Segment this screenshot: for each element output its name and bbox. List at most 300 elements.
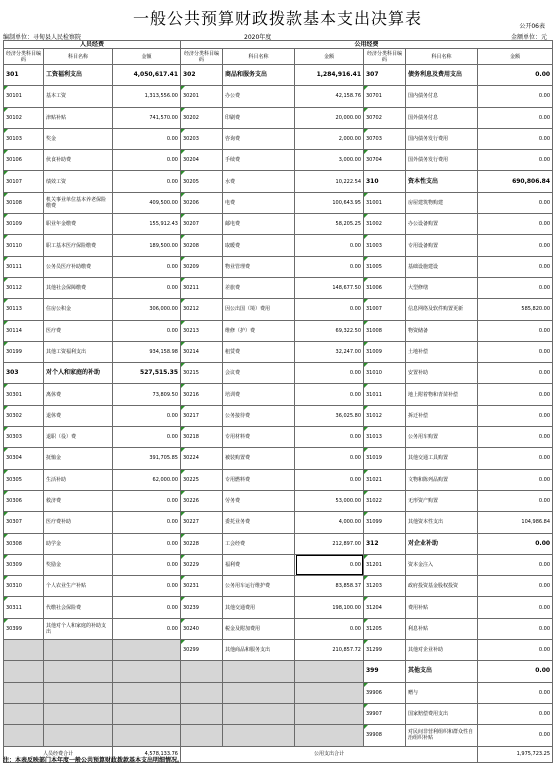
row-amount: 0.00 — [478, 256, 553, 277]
row-name: 对企业补助 — [406, 533, 478, 554]
col-header-amount: 金额 — [478, 49, 553, 65]
empty-cell — [223, 725, 295, 746]
table-row — [4, 150, 553, 171]
row-name: 生活补助 — [44, 469, 113, 490]
row-name: 公务员医疗补助缴费 — [44, 256, 113, 277]
comment-marker — [181, 491, 185, 495]
row-amount: 0.00 — [478, 320, 553, 341]
col-header-amount: 金额 — [113, 49, 181, 65]
comment-marker — [4, 108, 8, 112]
comment-marker — [181, 640, 185, 644]
row-code: 30228 — [181, 533, 223, 554]
row-name: 公务接待费 — [223, 405, 295, 426]
comment-marker — [364, 278, 368, 282]
table-row — [4, 341, 553, 362]
comment-marker — [4, 214, 8, 218]
row-name: 因公出国（境）费用 — [223, 299, 295, 320]
row-code: 31008 — [364, 320, 406, 341]
row-amount: 0.00 — [113, 490, 181, 511]
row-amount: 0.00 — [478, 576, 553, 597]
row-amount: 0.00 — [295, 618, 364, 639]
comment-marker — [364, 725, 368, 729]
currency-unit: 金额单位：元 — [510, 34, 547, 41]
row-code: 302 — [181, 65, 223, 86]
row-code: 30311 — [4, 597, 44, 618]
row-name: 伙食补助费 — [44, 150, 113, 171]
comment-marker — [364, 512, 368, 516]
row-amount: 934,158.98 — [113, 341, 181, 362]
row-name: 赠与 — [406, 682, 478, 703]
row-code: 30226 — [181, 490, 223, 511]
row-code: 30302 — [4, 405, 44, 426]
row-name: 租赁费 — [223, 341, 295, 362]
row-code: 30112 — [4, 277, 44, 298]
row-code: 30704 — [364, 150, 406, 171]
row-code: 31022 — [364, 490, 406, 511]
row-amount: 0.00 — [478, 150, 553, 171]
row-code: 31003 — [364, 235, 406, 256]
col-header-amount: 金额 — [295, 49, 364, 65]
comment-marker — [181, 129, 185, 133]
empty-cell — [295, 682, 364, 703]
comment-marker — [364, 129, 368, 133]
row-amount: 10,222.54 — [295, 171, 364, 192]
comment-marker — [4, 597, 8, 601]
table-row — [4, 554, 553, 575]
row-amount: 0.00 — [478, 128, 553, 149]
comment-marker — [364, 193, 368, 197]
row-code: 31002 — [364, 214, 406, 235]
row-name: 资本性支出 — [406, 171, 478, 192]
row-code: 30211 — [181, 277, 223, 298]
row-amount: 0.00 — [478, 65, 553, 86]
row-name: 医疗费补助 — [44, 512, 113, 533]
empty-cell — [295, 661, 364, 682]
comment-marker — [364, 363, 368, 367]
row-code: 30301 — [4, 384, 44, 405]
row-amount: 0.00 — [113, 320, 181, 341]
row-amount: 0.00 — [478, 640, 553, 661]
row-name: 工资福利支出 — [44, 65, 113, 86]
row-name: 代缴社会保险费 — [44, 597, 113, 618]
row-code: 30702 — [364, 107, 406, 128]
col-header-code: 经济分类科目编码 — [364, 49, 406, 65]
row-amount: 0.00 — [113, 597, 181, 618]
comment-marker — [181, 342, 185, 346]
comment-marker — [4, 534, 8, 538]
row-code: 30217 — [181, 405, 223, 426]
comment-marker — [4, 171, 8, 175]
row-name: 房屋建筑物购建 — [406, 192, 478, 213]
row-name: 政府投资基金股权投资 — [406, 576, 478, 597]
personnel-total-label: 人员经费合计 — [4, 746, 113, 762]
row-amount: 0.00 — [478, 469, 553, 490]
comment-marker — [181, 470, 185, 474]
row-amount: 32,247.00 — [295, 341, 364, 362]
row-amount: 0.00 — [478, 405, 553, 426]
row-amount: 0.00 — [478, 703, 553, 724]
comment-marker — [364, 640, 368, 644]
row-code: 39908 — [364, 725, 406, 746]
row-code: 30202 — [181, 107, 223, 128]
row-amount: 0.00 — [478, 107, 553, 128]
comment-marker — [364, 704, 368, 708]
row-code: 399 — [364, 661, 406, 682]
row-code: 31019 — [364, 448, 406, 469]
row-name: 土地补偿 — [406, 341, 478, 362]
row-code: 30701 — [364, 86, 406, 107]
row-amount: 0.00 — [295, 363, 364, 384]
comment-marker — [364, 470, 368, 474]
empty-cell — [113, 661, 181, 682]
row-name: 培训费 — [223, 384, 295, 405]
unit-label: 编制单位：寻甸县人民检察院 — [3, 34, 82, 41]
row-code: 30201 — [181, 86, 223, 107]
row-amount: 58,205.25 — [295, 214, 364, 235]
table-row — [4, 490, 553, 511]
comment-marker — [364, 427, 368, 431]
comment-marker — [4, 384, 8, 388]
row-amount: 0.00 — [113, 576, 181, 597]
row-code: 30109 — [4, 214, 44, 235]
comment-marker — [4, 555, 8, 559]
row-name: 救济费 — [44, 490, 113, 511]
row-code: 30212 — [181, 299, 223, 320]
row-amount: 0.00 — [478, 86, 553, 107]
row-code: 31006 — [364, 277, 406, 298]
section-public-header: 公用经费 — [181, 41, 553, 49]
row-name: 助学金 — [44, 533, 113, 554]
row-amount: 1,284,916.41 — [295, 65, 364, 86]
comment-marker — [364, 555, 368, 559]
comment-marker — [4, 342, 8, 346]
comment-marker — [181, 86, 185, 90]
empty-cell — [181, 682, 223, 703]
comment-marker — [4, 299, 8, 303]
row-code: 30214 — [181, 341, 223, 362]
row-amount: 0.00 — [478, 192, 553, 213]
comment-marker — [4, 512, 8, 516]
row-name: 物业管理费 — [223, 256, 295, 277]
empty-cell — [113, 725, 181, 746]
empty-cell — [223, 682, 295, 703]
table-row — [4, 618, 553, 639]
table-row — [4, 405, 553, 426]
section-personnel-header: 人员经费 — [4, 41, 181, 49]
table-row — [4, 703, 553, 724]
row-amount: 391,705.85 — [113, 448, 181, 469]
row-code: 30310 — [4, 576, 44, 597]
empty-cell — [4, 661, 44, 682]
row-code: 30225 — [181, 469, 223, 490]
comment-marker — [181, 193, 185, 197]
row-name: 公务用车运行维护费 — [223, 576, 295, 597]
row-name: 安置补助 — [406, 363, 478, 384]
row-name: 办公费 — [223, 86, 295, 107]
row-code: 31013 — [364, 427, 406, 448]
comment-marker — [364, 342, 368, 346]
comment-marker — [364, 299, 368, 303]
row-name: 物资储备 — [406, 320, 478, 341]
row-amount: 0.00 — [478, 235, 553, 256]
row-amount: 104,986.84 — [478, 512, 553, 533]
comment-marker — [181, 214, 185, 218]
row-amount: 0.00 — [478, 448, 553, 469]
row-code: 30208 — [181, 235, 223, 256]
row-amount: 4,050,617.41 — [113, 65, 181, 86]
comment-marker — [181, 235, 185, 239]
row-name: 其他资本性支出 — [406, 512, 478, 533]
comment-marker — [364, 448, 368, 452]
comment-marker — [4, 235, 8, 239]
row-code: 30306 — [4, 490, 44, 511]
row-amount: 306,000.00 — [113, 299, 181, 320]
comment-marker — [181, 321, 185, 325]
row-amount: 0.00 — [113, 171, 181, 192]
report-title: 一般公共预算财政拨款基本支出决算表 — [132, 9, 422, 28]
row-code: 30110 — [4, 235, 44, 256]
table-row — [4, 256, 553, 277]
table-row — [4, 597, 553, 618]
row-code: 31021 — [364, 469, 406, 490]
empty-cell — [44, 661, 113, 682]
row-name: 资本金注入 — [406, 554, 478, 575]
table-row — [4, 576, 553, 597]
comment-marker — [181, 257, 185, 261]
row-name: 退休费 — [44, 405, 113, 426]
row-amount: 527,515.35 — [113, 363, 181, 384]
row-code: 30213 — [181, 320, 223, 341]
row-name: 绩效工资 — [44, 171, 113, 192]
row-amount: 0.00 — [113, 128, 181, 149]
table-row — [4, 640, 553, 661]
row-amount: 0.00 — [295, 384, 364, 405]
row-code: 30111 — [4, 256, 44, 277]
expenditure-table — [3, 40, 553, 763]
row-name: 委托业务费 — [223, 512, 295, 533]
comment-marker — [364, 619, 368, 623]
empty-cell — [44, 640, 113, 661]
comment-marker — [181, 363, 185, 367]
table-row — [4, 128, 553, 149]
row-name: 国家赔偿费用支出 — [406, 703, 478, 724]
row-code: 303 — [4, 363, 44, 384]
row-name: 税金及附加费用 — [223, 618, 295, 639]
row-amount: 0.00 — [295, 469, 364, 490]
row-code: 30207 — [181, 214, 223, 235]
empty-cell — [295, 725, 364, 746]
row-code: 31001 — [364, 192, 406, 213]
row-code: 31007 — [364, 299, 406, 320]
comment-marker — [181, 171, 185, 175]
public-total-amount: 1,975,723.25 — [478, 746, 553, 762]
row-name: 办公设备购置 — [406, 214, 478, 235]
row-code: 39906 — [364, 682, 406, 703]
comment-marker — [4, 406, 8, 410]
comment-marker — [4, 257, 8, 261]
comment-marker — [364, 235, 368, 239]
empty-cell — [223, 661, 295, 682]
row-amount: 690,806.84 — [478, 171, 553, 192]
row-amount: 0.00 — [295, 427, 364, 448]
row-amount: 212,897.00 — [295, 533, 364, 554]
row-name: 离休费 — [44, 384, 113, 405]
row-name: 其他社会保障缴费 — [44, 277, 113, 298]
row-amount: 0.00 — [478, 277, 553, 298]
row-code: 31010 — [364, 363, 406, 384]
table-row — [4, 107, 553, 128]
row-name: 手续费 — [223, 150, 295, 171]
table-row — [4, 448, 553, 469]
row-amount: 73,809.50 — [113, 384, 181, 405]
row-amount: 0.00 — [478, 554, 553, 575]
comment-marker — [4, 193, 8, 197]
row-amount: 42,158.76 — [295, 86, 364, 107]
row-code: 30239 — [181, 597, 223, 618]
comment-marker — [4, 619, 8, 623]
public-total-label: 公用支出合计 — [181, 746, 478, 762]
row-name: 商品和服务支出 — [223, 65, 295, 86]
row-code: 31012 — [364, 405, 406, 426]
row-name: 对个人和家庭的补助 — [44, 363, 113, 384]
empty-cell — [223, 703, 295, 724]
comment-marker — [181, 406, 185, 410]
row-name: 劳务费 — [223, 490, 295, 511]
row-amount: 0.00 — [295, 235, 364, 256]
empty-cell — [113, 682, 181, 703]
row-amount: 100,643.95 — [295, 192, 364, 213]
comment-marker — [181, 278, 185, 282]
row-amount: 210,857.72 — [295, 640, 364, 661]
comment-marker — [181, 150, 185, 154]
row-name: 福利费 — [223, 554, 295, 575]
row-name: 专用材料费 — [223, 427, 295, 448]
row-name: 咨询费 — [223, 128, 295, 149]
row-code: 31203 — [364, 576, 406, 597]
row-amount: 0.00 — [478, 341, 553, 362]
table-row — [4, 363, 553, 384]
row-code: 30227 — [181, 512, 223, 533]
row-amount: 0.00 — [478, 618, 553, 639]
footnote: 注：本表反映部门本年度一般公共预算财政拨款基本支出明细情况。 — [3, 757, 184, 764]
comment-marker — [364, 108, 368, 112]
row-name: 住房公积金 — [44, 299, 113, 320]
empty-cell — [4, 725, 44, 746]
row-name: 其他支出 — [406, 661, 478, 682]
comment-marker — [364, 406, 368, 410]
row-name: 职工基本医疗保险缴费 — [44, 235, 113, 256]
empty-cell — [181, 703, 223, 724]
comment-marker — [364, 214, 368, 218]
row-code: 30108 — [4, 192, 44, 213]
row-name: 其他对企业补助 — [406, 640, 478, 661]
row-name: 奖励金 — [44, 554, 113, 575]
comment-marker — [364, 86, 368, 90]
row-name: 退职（役）费 — [44, 427, 113, 448]
row-name: 邮电费 — [223, 214, 295, 235]
row-code: 30204 — [181, 150, 223, 171]
table-row — [4, 533, 553, 554]
row-code: 30215 — [181, 363, 223, 384]
row-code: 31204 — [364, 597, 406, 618]
row-amount: 83,858.37 — [295, 576, 364, 597]
row-code: 30703 — [364, 128, 406, 149]
comment-marker — [4, 86, 8, 90]
row-name: 其他商品和服务支出 — [223, 640, 295, 661]
row-name: 被装购置费 — [223, 448, 295, 469]
comment-marker — [181, 619, 185, 623]
row-name: 信息网络及软件购置更新 — [406, 299, 478, 320]
row-code: 30240 — [181, 618, 223, 639]
row-code: 30203 — [181, 128, 223, 149]
table-row — [4, 214, 553, 235]
row-name: 国外债务发行费用 — [406, 150, 478, 171]
col-header-name: 科目名称 — [223, 49, 295, 65]
row-code: 30303 — [4, 427, 44, 448]
row-code: 30218 — [181, 427, 223, 448]
empty-cell — [44, 682, 113, 703]
row-name: 其他对个人和家庭的补助支出 — [44, 618, 113, 639]
row-amount: 3,000.00 — [295, 150, 364, 171]
row-code: 30102 — [4, 107, 44, 128]
row-amount: 0.00 — [478, 363, 553, 384]
row-amount: 0.00 — [295, 448, 364, 469]
table-row — [4, 192, 553, 213]
row-code: 310 — [364, 171, 406, 192]
row-name: 津贴补贴 — [44, 107, 113, 128]
table-row — [4, 725, 553, 746]
row-name: 取暖费 — [223, 235, 295, 256]
table-row — [4, 277, 553, 298]
row-name: 无形资产购置 — [406, 490, 478, 511]
row-code: 30106 — [4, 150, 44, 171]
row-code: 30107 — [4, 171, 44, 192]
row-code: 31099 — [364, 512, 406, 533]
comment-marker — [364, 597, 368, 601]
comment-marker — [4, 278, 8, 282]
row-name: 利息补贴 — [406, 618, 478, 639]
empty-cell — [295, 703, 364, 724]
comment-marker — [364, 150, 368, 154]
row-amount: 0.00 — [113, 533, 181, 554]
row-name: 奖金 — [44, 128, 113, 149]
row-amount: 0.00 — [295, 554, 364, 575]
col-header-code: 经济分类科目编码 — [181, 49, 223, 65]
row-amount: 0.00 — [295, 299, 364, 320]
row-amount: 0.00 — [113, 256, 181, 277]
row-amount: 198,100.00 — [295, 597, 364, 618]
comment-marker — [181, 299, 185, 303]
row-name: 印刷费 — [223, 107, 295, 128]
row-code: 31299 — [364, 640, 406, 661]
empty-cell — [4, 640, 44, 661]
table-row — [4, 427, 553, 448]
comment-marker — [181, 108, 185, 112]
row-name: 文物和陈列品购置 — [406, 469, 478, 490]
row-code: 30209 — [181, 256, 223, 277]
row-amount: 0.00 — [113, 618, 181, 639]
comment-marker — [181, 384, 185, 388]
comment-marker — [364, 321, 368, 325]
row-name: 专用设备购置 — [406, 235, 478, 256]
row-name: 对民间非营利组织和群众性自治组织补贴 — [406, 725, 478, 746]
col-header-code: 经济分类科目编码 — [4, 49, 44, 65]
row-name: 差旅费 — [223, 277, 295, 298]
row-name: 电费 — [223, 192, 295, 213]
row-code: 30309 — [4, 554, 44, 575]
row-name: 地上附着物和青苗补偿 — [406, 384, 478, 405]
row-code: 30216 — [181, 384, 223, 405]
